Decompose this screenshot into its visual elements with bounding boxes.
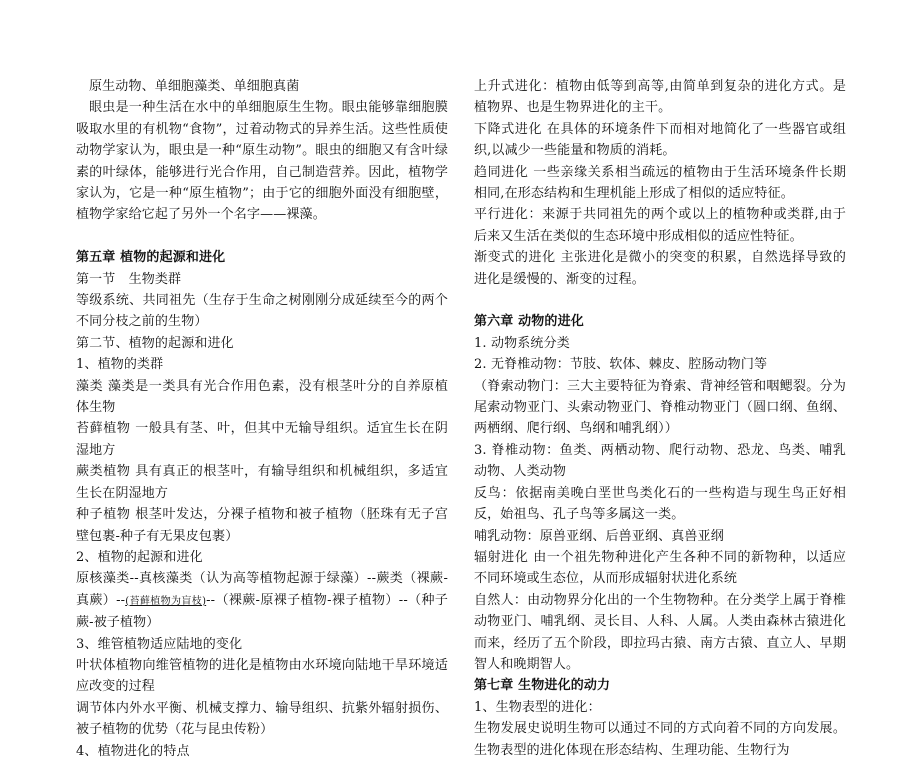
term: 蕨类植物 — [76, 464, 131, 480]
definition: ：由动物界分化出的一个生物物种。在分类学上属于脊椎动物亚门、哺乳纲、灵长目、人科、人属。人类由森林古猿进化而来，经历了五个阶段，即拉玛古猿、南方古猿、直立人、早期智人和晚期智人。 — [474, 592, 846, 672]
paragraph — [474, 590, 846, 676]
paragraph: 等级系统、共同祖先（生存于生命之树刚刚分成延续至今的两个不同分枝之前的生物） — [76, 293, 448, 330]
text: 原核藻类--真核藻类（认为高等植物起源于绿藻）--蕨类（裸蕨-真蕨）-- — [76, 571, 448, 608]
definition: ：依据南美晚白垩世鸟类化石的一些构造与现生鸟正好相反，始祖鸟、孔子鸟等多属这一类。 — [474, 485, 846, 523]
paragraph — [474, 483, 846, 526]
paragraph: 原生动物、单细胞藻类、单细胞真菌 — [89, 79, 300, 94]
list-item: 1. 动物系统分类 — [474, 335, 570, 351]
paragraph — [76, 418, 448, 461]
term: 藻类 — [76, 378, 104, 394]
definition: 是一种生活在水中的单细胞原生生物。眼虫能够靠细胞膜吸取水里的有机物“食物”，过着动物式的异养生活。这些性质使动物学家认为，眼虫是一种“原生动物”。眼虫的细胞又有含叶绿素的叶绿体，能够进行光合作用，自己制造营养。因此，植物学家认为，它是一种“原生植物”；由于它的细胞外面没有细胞壁，植物学家给它起了另外一个名字——裸藻。 — [76, 100, 448, 223]
paragraph — [474, 547, 846, 590]
term: 苔藓植物 — [76, 421, 131, 437]
section-heading: 第二节、植物的起源和进化 — [76, 335, 234, 351]
term: 反鸟 — [474, 485, 502, 501]
section-heading: 第一节 生物类群 — [76, 271, 182, 287]
list-item: 3、维管植物适应陆地的变化 — [76, 636, 243, 652]
chapter-heading: 第六章 动物的进化 — [474, 314, 584, 330]
paragraph: （脊索动物门：三大主要特征为脊索、背神经管和咽鳃裂。分为尾索动物亚门、头索动物亚门、脊椎动物亚门（圆口纲、鱼纲、两栖纲、爬行纲、鸟纲和哺乳纲）） — [474, 378, 846, 437]
paragraph — [76, 97, 448, 225]
definition: 藻类是一类具有光合作用色素，没有根茎叶分的自养原植体生物 — [76, 378, 448, 416]
paragraph — [76, 376, 448, 419]
note: (苔藓植物为盲枝) — [125, 595, 207, 607]
definition: 一般具有茎、叶，但其中无输导组织。适宜生长在阴湿地方 — [76, 421, 448, 458]
paragraph: 渐变式的进化 主张进化是微小的突变的积累，自然选择导致的进化是缓慢的、渐变的过程。 — [474, 250, 846, 287]
paragraph — [76, 461, 448, 504]
right-column — [474, 76, 846, 761]
paragraph — [76, 504, 448, 547]
term: 眼虫 — [89, 100, 116, 116]
paragraph: 平行进化：来源于共同祖先的两个或以上的植物种或类群,由于后来又生活在类似的生态环境中形成相似的适应性特征。 — [474, 207, 846, 244]
chapter-heading: 第五章 植物的起源和进化 — [76, 250, 226, 266]
spacer — [474, 290, 846, 311]
list-item: 2、植物的起源和进化 — [76, 549, 203, 565]
list-item: 3. 脊椎动物：鱼类、两栖动物、爬行动物、恐龙、鸟类、哺乳动物、人类动物 — [474, 442, 846, 480]
list-item: 2. 无脊椎动物：节肢、软体、棘皮、腔肠动物门等 — [474, 357, 768, 373]
list-item: 1、生物表型的进化： — [474, 699, 601, 715]
term: 辐射进化 — [474, 549, 529, 565]
paragraph: 趋同进化 一些亲缘关系相当疏远的植物由于生活环境条件长期相同,在形态结构和生理机能上形成了相似的适应特征。 — [474, 164, 846, 202]
spacer — [76, 226, 448, 247]
paragraph: 哺乳动物：原兽亚纲、后兽亚纲、真兽亚纲 — [474, 528, 724, 544]
left-column — [76, 76, 448, 762]
paragraph — [76, 568, 448, 633]
list-item: 1、植物的类群 — [76, 357, 164, 373]
definition: 由一个祖先物种进化产生各种不同的新物种，以适应不同环境或生态位，从而形成辐射状进化系统 — [474, 549, 846, 587]
paragraph: 叶状体植物向维管植物的进化是植物由水环境向陆地干旱环境适应改变的过程 — [76, 657, 448, 695]
list-item: 4、植物进化的特点 — [76, 743, 190, 759]
text: --（裸蕨-原裸子植物-裸子植物）--（种子蕨-被子植物） — [76, 592, 449, 631]
paragraph: 生物发展史说明生物可以通过不同的方式向着不同的方向发展。生物表型的进化体现在形态结构、生理功能、生物行为 — [474, 721, 846, 758]
paragraph: 下降式进化 在具体的环境条件下而相对地简化了一些器官或组织,以减少一些能量和物质的消耗。 — [474, 121, 846, 159]
paragraph: 上升式进化：植物由低等到高等,由简单到复杂的进化方式。是植物界、也是生物界进化的主干。 — [474, 79, 846, 116]
paragraph: 调节体内外水平衡、机械支撑力、输导组织、抗紫外辐射损伤、被子植物的优势（花与昆虫传粉） — [76, 700, 448, 738]
term: 种子植物 — [76, 507, 131, 523]
chapter-heading: 第七章 生物进化的动力 — [474, 678, 611, 694]
definition: 根茎叶发达，分裸子植物和被子植物（胚珠有无子宫壁包裹-种子有无果皮包裹） — [76, 507, 448, 544]
definition: 具有真正的根茎叶，有输导组织和机械组织，多适宜生长在阴湿地方 — [76, 464, 448, 501]
term: 自然人 — [474, 592, 514, 608]
